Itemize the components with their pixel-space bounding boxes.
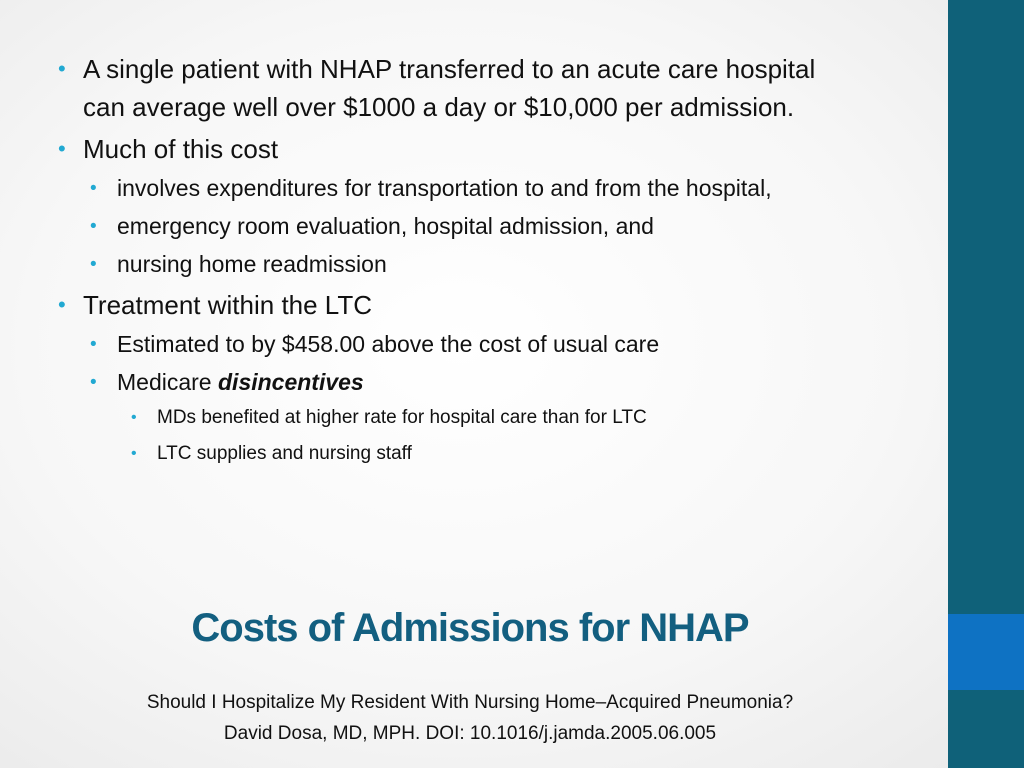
bullet-text-emphasis: disincentives [218, 369, 364, 395]
bullet-text: Treatment within the LTC [83, 290, 372, 320]
bullet-text: emergency room evaluation, hospital admission, and [117, 213, 654, 239]
bullet-text: Estimated to by $458.00 above the cost of usual care [117, 331, 660, 357]
bullet-dot-icon: • [131, 445, 137, 462]
bullet-level3 [56, 440, 877, 468]
side-accent-block [948, 614, 1024, 690]
bullet-text: A single patient with NHAP transferred to an acute care hospital can average well over $1000 a day or $10,000 per admission. [83, 54, 816, 122]
bullet-text-prefix: Medicare [117, 369, 212, 395]
citation-line-1: Should I Hospitalize My Resident With Nursing Home–Acquired Pneumonia? [146, 692, 794, 713]
slide-title: Costs of Admissions for NHAP [191, 606, 749, 650]
bullet-level2 [56, 210, 862, 243]
bullet-dot-icon: • [90, 178, 97, 199]
bullet-text: LTC supplies and nursing staff [157, 443, 412, 464]
slide-content [56, 50, 926, 476]
bullet-level3 [56, 404, 877, 432]
bullet-dot-icon: • [58, 56, 66, 81]
citation [0, 687, 940, 749]
bullet-level2 [56, 328, 862, 361]
bullet-text: Much of this cost [83, 134, 279, 164]
bullet-text: MDs benefited at higher rate for hospital care than for LTC [157, 407, 647, 428]
bullet-dot-icon: • [58, 136, 66, 161]
bullet-dot-icon: • [90, 334, 97, 355]
bullet-level1 [56, 50, 863, 126]
bullet-level1 [56, 286, 863, 324]
bullet-dot-icon: • [90, 372, 97, 393]
bullet-text: nursing home readmission [117, 251, 387, 277]
bullet-level1 [56, 130, 863, 168]
bullet-level2 [56, 248, 862, 281]
bullet-level2 [56, 366, 862, 399]
bullet-dot-icon: • [90, 254, 97, 275]
bullet-text: involves expenditures for transportation to and from the hospital, [117, 175, 772, 201]
bullet-dot-icon: • [90, 216, 97, 237]
bullet-dot-icon: • [131, 409, 137, 426]
bullet-dot-icon: • [58, 292, 66, 317]
citation-line-2: David Dosa, MD, MPH. DOI: 10.1016/j.jamda.2005.06.005 [223, 723, 717, 744]
bullet-level2 [56, 172, 862, 205]
